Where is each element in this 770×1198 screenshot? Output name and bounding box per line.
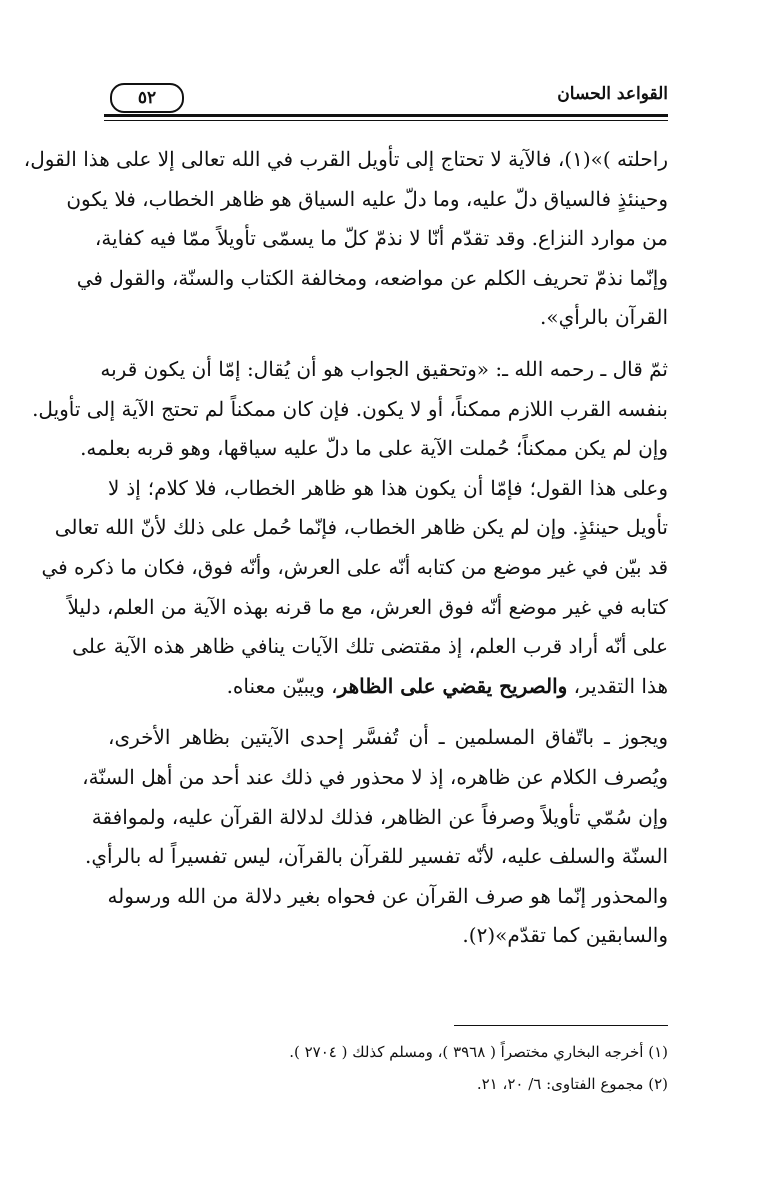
text-line: وحينئذٍ فالسياق دلّ عليه، وما دلّ عليه السياق هو ظاهر الخطاب، فلا يكون <box>66 186 668 211</box>
text-line: ويجوز ـ باتّفاق المسلمين ـ أن تُفسَّر إحدى الآيتين بظاهر الأخرى، <box>108 725 668 750</box>
page-number-badge: ٥٢ <box>110 83 184 113</box>
text-line: والمحذور إنّما هو صرف القرآن عن فحواه بغير دلالة من الله ورسوله <box>107 883 668 908</box>
text-line: وإنّما نذمّ تحريف الكلم عن مواضعه، ومخالفة الكتاب والسنّة، والقول في <box>76 265 668 290</box>
text-line: والسابقين كما تقدّم»(٢). <box>462 923 668 948</box>
header-rule-thin <box>104 120 668 121</box>
text-line: على أنّه أراد قرب العلم، إذ مقتضى تلك الآيات ينافي ظاهر هذه الآية على <box>72 634 668 659</box>
body-text <box>23 140 668 956</box>
text-line: ويُصرف الكلام عن ظاهره، إذ لا محذور في ذلك عند أحد من أهل السنّة، <box>82 764 668 789</box>
text-line-with-bold: هذا التقدير، والصريح يقضي على الظاهر، ويبيّن معناه. <box>226 673 668 698</box>
text-line: قد بيّن في غير موضع من كتابه أنّه على العرش، وأنّه فوق، فكان ما ذكره في <box>41 554 668 579</box>
paragraph-3 <box>82 718 668 956</box>
footnotes <box>108 1036 668 1100</box>
text-line: ثمّ قال ـ رحمه الله ـ: «وتحقيق الجواب هو أن يُقال: إمّا أن يكون قربه <box>100 356 668 381</box>
text-line: من موارد النزاع. وقد تقدّم أنّا لا نذمّ كلّ ما يسمّى تأويلاً ممّا فيه كفاية، <box>94 226 668 251</box>
bold-phrase: والصريح يقضي على الظاهر <box>337 673 568 698</box>
footnote-separator <box>454 1025 668 1026</box>
running-title: القواعد الحسان <box>557 84 668 104</box>
page-header <box>104 78 668 118</box>
paragraph-2 <box>32 350 668 706</box>
text-line: تأويل حينئذٍ. وإن لم يكن ظاهر الخطاب، فإنّما حُمل على ذلك لأنّ الله تعالى <box>54 515 668 540</box>
paragraph-1 <box>23 140 668 338</box>
text-line: وإن لم يكن ممكناً؛ حُملت الآية على ما دلّ عليه سياقها، وهو قربه بعلمه. <box>80 436 668 461</box>
text-line: وعلى هذا القول؛ فإمّا أن يكون هذا هو ظاهر الخطاب، فلا كلام؛ إذ لا <box>108 475 668 500</box>
text-line: السنّة والسلف عليه، لأنّه تفسير للقرآن بالقرآن، ليس تفسيراً له بالرأي. <box>84 844 668 869</box>
text-line: كتابه في غير موضع أنّه فوق العرش، مع ما قرنه بهذه الآية من العلم، دليلاً <box>67 594 668 619</box>
footnote-2: (٢) مجموع الفتاوى: ٦/ ٢٠، ٢١. <box>476 1075 668 1093</box>
text-line: وإن سُمّي تأويلاً وصرفاً عن الظاهر، فذلك لدلالة القرآن عليه، ولموافقة <box>91 804 668 829</box>
text-line: بنفسه القرب اللازم ممكناً، أو لا يكون. فإن كان ممكناً لم تحتج الآية إلى تأويل. <box>32 396 668 421</box>
text-line: راحلته )»(١)، فالآية لا تحتاج إلى تأويل القرب في الله تعالى إلا على هذا القول، <box>23 147 668 171</box>
header-rule-thick <box>104 114 668 117</box>
footnote-1: (١) أخرجه البخاري مختصراً ( ٣٩٦٨ )، ومسلم كذلك ( ٢٧٠٤ ). <box>289 1043 668 1061</box>
text-line: القرآن بالرأي». <box>540 305 668 330</box>
